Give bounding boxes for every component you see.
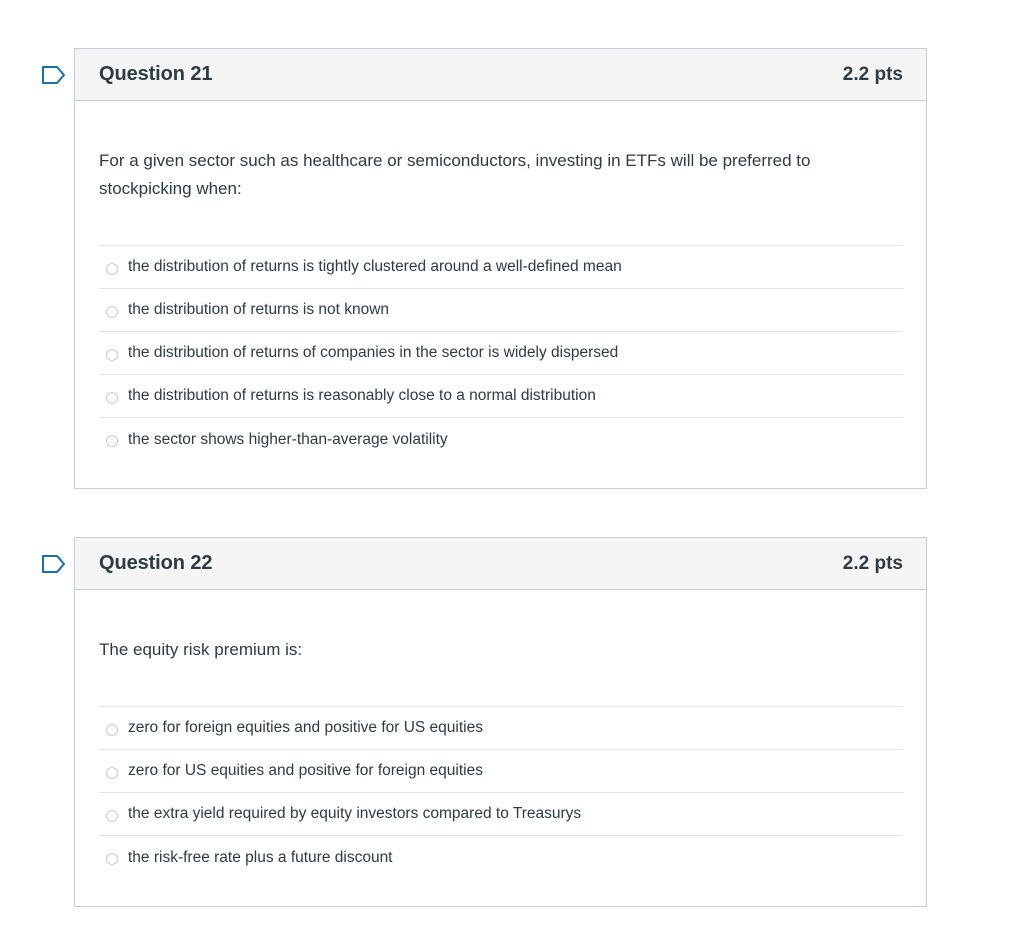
question-header xyxy=(75,538,926,590)
answer-label: the distribution of returns of companies in the sector is widely dispersed xyxy=(128,344,619,361)
question-title: Question 21 xyxy=(99,63,213,85)
question-text: The equity risk premium is: xyxy=(99,640,303,659)
question-header xyxy=(75,49,926,101)
answer-label: zero for US equities and positive for foreign equities xyxy=(128,762,483,779)
answer-label: the risk-free rate plus a future discount xyxy=(128,848,393,866)
radio-button-icon[interactable] xyxy=(106,435,118,447)
radio-button-icon[interactable] xyxy=(106,392,118,404)
answer-label: the distribution of returns is not known xyxy=(128,301,390,318)
flag-question-22-button[interactable] xyxy=(41,554,67,574)
answer-option[interactable] xyxy=(99,246,903,289)
flag-question-21-button[interactable] xyxy=(41,65,67,85)
answer-option[interactable] xyxy=(99,750,903,793)
question-points: 2.2 pts xyxy=(842,63,903,85)
radio-button-icon[interactable] xyxy=(106,767,118,779)
radio-button-icon[interactable] xyxy=(106,810,118,822)
radio-button-icon[interactable] xyxy=(106,263,118,275)
radio-button-icon[interactable] xyxy=(106,724,118,736)
answer-option[interactable] xyxy=(99,418,903,461)
question-text: For a given sector such as healthcare or semiconductors, investing in ETFs will be preferred to stockpicking when: xyxy=(99,151,811,198)
answer-option[interactable] xyxy=(99,375,903,418)
answer-label: the distribution of returns is tightly clustered around a well-defined mean xyxy=(128,258,622,275)
answer-option[interactable] xyxy=(99,332,903,375)
question-body xyxy=(75,101,926,461)
radio-button-icon[interactable] xyxy=(106,349,118,361)
answer-option[interactable] xyxy=(99,836,903,879)
question-21 xyxy=(74,48,927,489)
question-title: Question 22 xyxy=(99,552,213,574)
answer-label: the sector shows higher-than-average volatility xyxy=(128,430,448,448)
answer-label: the extra yield required by equity investors compared to Treasurys xyxy=(128,805,582,822)
answer-list xyxy=(99,706,903,879)
radio-button-icon[interactable] xyxy=(106,853,118,865)
radio-button-icon[interactable] xyxy=(106,306,118,318)
question-body xyxy=(75,590,926,879)
answer-label: the distribution of returns is reasonably close to a normal distribution xyxy=(128,387,596,404)
answer-option[interactable] xyxy=(99,289,903,332)
answer-label: zero for foreign equities and positive for US equities xyxy=(128,719,483,736)
bookmark-flag-icon xyxy=(41,554,67,574)
question-points: 2.2 pts xyxy=(842,552,903,574)
bookmark-flag-icon xyxy=(41,65,67,85)
question-22 xyxy=(74,537,927,907)
answer-option[interactable] xyxy=(99,707,903,750)
answer-option[interactable] xyxy=(99,793,903,836)
answer-list xyxy=(99,245,903,461)
